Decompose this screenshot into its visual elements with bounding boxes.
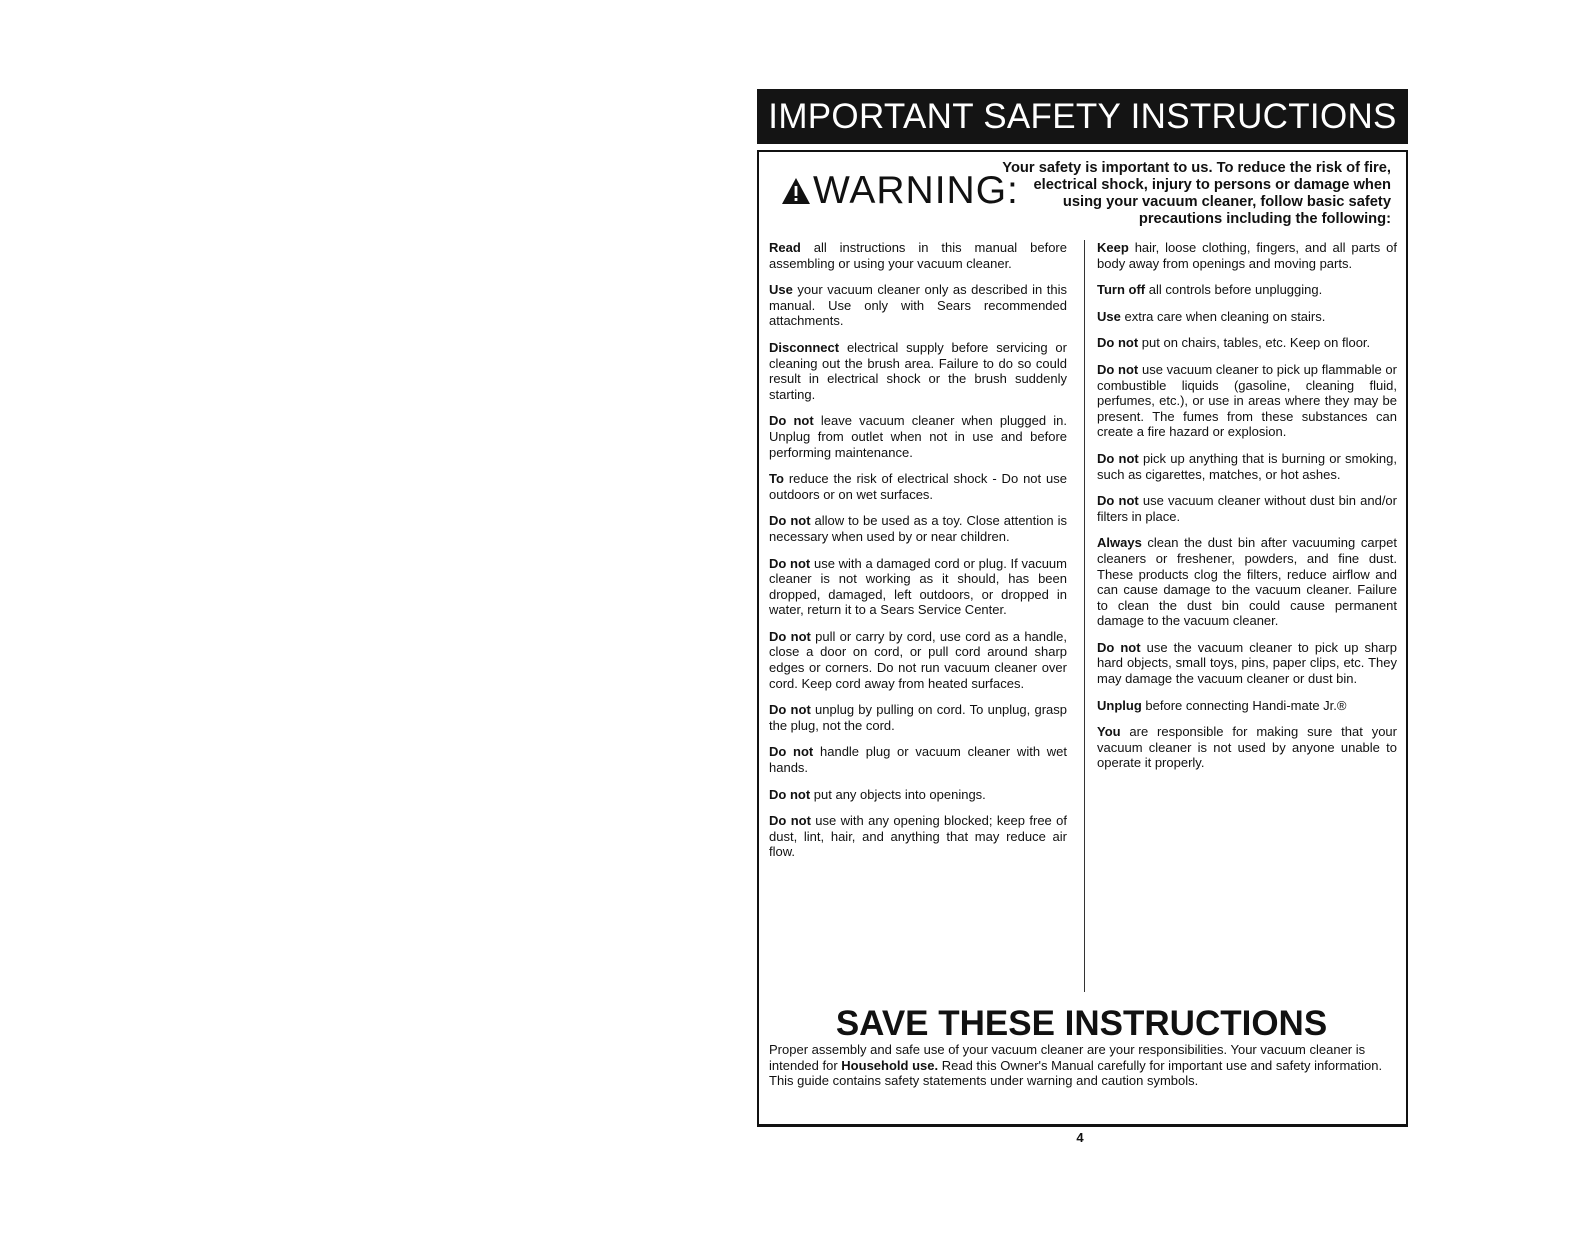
left-column [769,240,1067,871]
instruction-item: Do not allow to be used as a toy. Close attention is necessary when used by or near children. [769,513,1067,544]
instruction-item: Keep hair, loose clothing, fingers, and all parts of body away from openings and moving parts. [1097,240,1397,271]
instruction-item: You are responsible for making sure that your vacuum cleaner is not used by anyone unable to operate it properly. [1097,724,1397,771]
instruction-item: Do not pick up anything that is burning or smoking, such as cigarettes, matches, or hot ashes. [1097,450,1398,482]
instruction-item: Do not use vacuum cleaner to pick up flammable or combustible liquids (gasoline, cleaning fluid, perfumes, etc.), or use in areas where they may be present. The fumes from these substances can create a fire hazard or explosion. [1097,361,1397,440]
instruction-item: Do not leave vacuum cleaner when plugged in. Unplug from outlet when not in use and before performing maintenance. [769,413,1067,460]
save-instructions-text: Proper assembly and safe use of your vacuum cleaner are your responsibilities. Your vacuum cleaner is intended for Household use. Read this Owner's Manual carefully for important use and safety information. This guide contains safety statements under warning and caution symbols. [769,1042,1383,1088]
banner-title: IMPORTANT SAFETY INSTRUCTIONS [768,96,1397,136]
instruction-item: Do not use vacuum cleaner without dust bin and/or filters in place. [1097,493,1397,524]
page-number: 4 [1076,1130,1084,1145]
warning-header [781,158,1403,230]
instruction-item: Do not put on chairs, tables, etc. Keep on floor. [1097,335,1371,351]
instruction-item: To reduce the risk of electrical shock - Do not use outdoors or on wet surfaces. [769,471,1067,502]
instruction-item: Do not pull or carry by cord, use cord as a handle, close a door on cord, or pull cord around sharp edges or corners. Do not run vacuum cleaner over cord. Keep cord away from heated surfaces. [769,628,1067,691]
instruction-item: Do not put any objects into openings. [769,786,986,802]
column-divider [1084,240,1085,992]
save-instructions-heading: SAVE THESE INSTRUCTIONS [835,1004,1328,1043]
instruction-item: Disconnect electrical supply before servicing or cleaning out the brush area. Failure to do so could result in electrical shock or the brush suddenly starting. [769,339,1067,402]
warning-word: WARNING: [813,169,1019,212]
instruction-item: Do not use the vacuum cleaner to pick up sharp hard objects, small toys, pins, paper clips, etc. They may damage the vacuum cleaner or dust bin. [1097,639,1397,687]
instruction-item: Read all instructions in this manual before assembling or using your vacuum cleaner. [769,240,1067,271]
page-banner [757,89,1408,144]
warning-triangle-icon [781,177,811,205]
warning-label [781,169,1019,213]
instruction-item: Unplug before connecting Handi-mate Jr.® [1097,697,1347,713]
instruction-item: Do not use with any opening blocked; keep free of dust, lint, hair, and anything that may reduce air flow. [769,813,1067,860]
instruction-item: Do not handle plug or vacuum cleaner with wet hands. [769,744,1067,776]
right-column [1097,240,1397,782]
instruction-item: Turn off all controls before unplugging. [1097,282,1323,298]
warning-text: Your safety is important to us. To reduce the risk of fire, electrical shock, injury to persons or damage when using your vacuum cleaner, follow basic safety precautions including the following: [1002,160,1391,227]
instruction-item: Do not unplug by pulling on cord. To unplug, grasp the plug, not the cord. [769,702,1067,733]
instruction-item: Do not use with a damaged cord or plug. If vacuum cleaner is not working as it should, has been dropped, damaged, left outdoors, or dropped in water, return it to a Sears Service Center. [769,555,1067,618]
instruction-item: Use your vacuum cleaner only as described in this manual. Use only with Sears recommended attachments. [769,282,1067,329]
instruction-item: Always clean the dust bin after vacuuming carpet cleaners or freshener, powders, and fine dust. These products clog the filters, reduce airflow and can cause damage to the vacuum cleaner. Failure to clean the dust bin could cause permanent damage to the vacuum cleaner. [1097,535,1397,629]
instruction-item: Use extra care when cleaning on stairs. [1097,308,1326,324]
safety-box [757,150,1408,1127]
